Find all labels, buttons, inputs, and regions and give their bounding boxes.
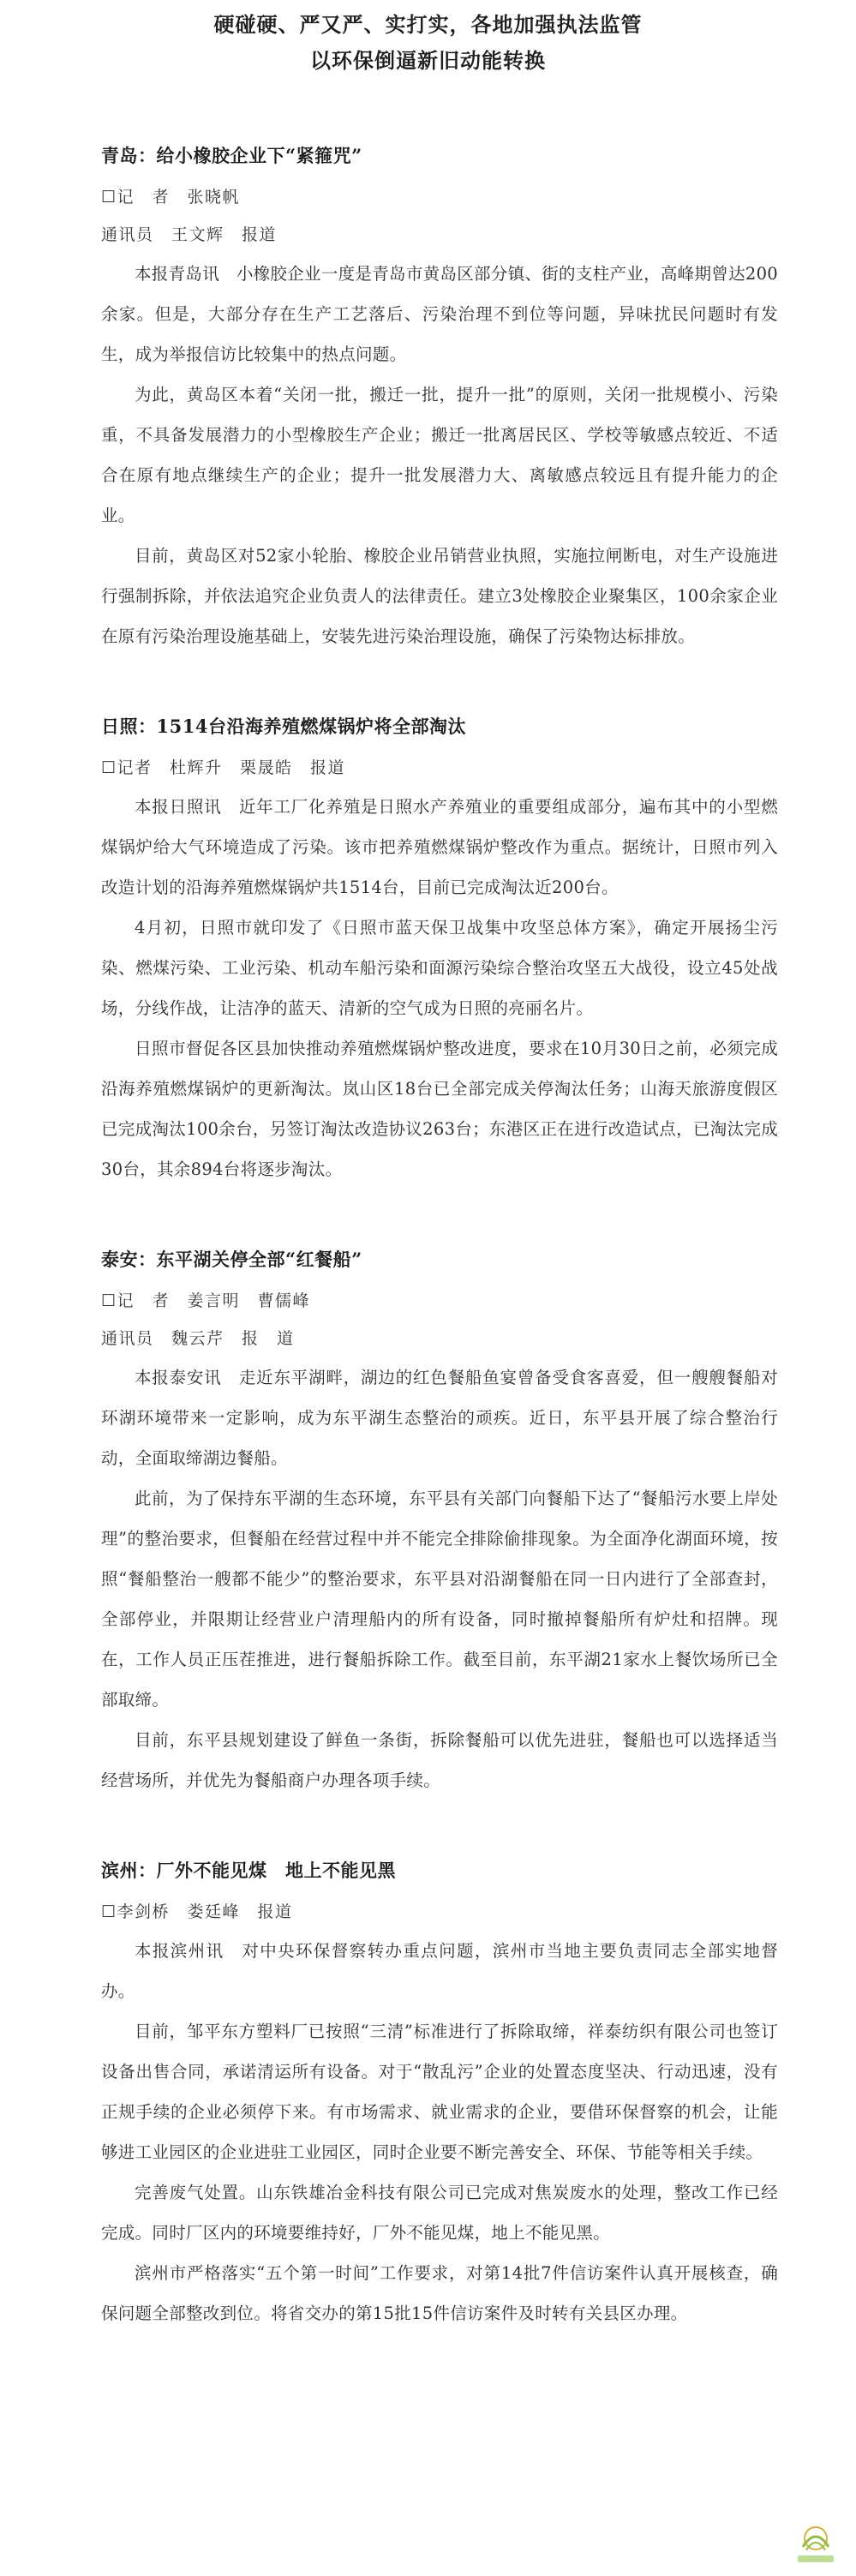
- byline-line: ☐李剑桥 娄廷峰 报道: [101, 1902, 293, 1921]
- byline-line: ☐记 者 姜言明 曹儒峰: [101, 1291, 311, 1310]
- byline-line: ☐记 者 张晓帆: [101, 188, 241, 207]
- article-title: 日照：1514台沿海养殖燃煤锅炉将全部淘汰: [101, 716, 466, 737]
- byline-line: ☐记者 杜辉升 栗晟皓 报道: [101, 758, 346, 777]
- article-paragraph: 日照市督促各区县加快推动养殖燃煤锅炉整改进度，要求在10月30日之前，必须完成沿海养殖燃煤锅炉的更新淘汰。岚山区18台已全部完成关停淘汰任务；山海天旅游度假区已完成淘汰100余台，另签订淘汰改造协议263台；东港区正在进行改造试点，已淘汰完成30台，其余894台将逐步淘汰。: [101, 1039, 778, 1179]
- article-paragraph: 本报泰安讯 走近东平湖畔，湖边的红色餐船鱼宴曾备受食客喜爱，但一艘艘餐船对环湖环境带来一定影响，成为东平湖生态整治的顽疾。近日，东平县开展了综合整治行动，全面取缔湖边餐船。: [101, 1368, 778, 1468]
- article-paragraph: 此前，为了保持东平湖的生态环境，东平县有关部门向餐船下达了“餐船污水要上岸处理”的整治要求，但餐船在经营过程中并不能完全排除偷排现象。为全面净化湖面环境，按照“餐船整治一艘都不能少”的整治要求，东平县对沿湖餐船在同一日内进行了全部查封，全部停业，并限期让经营业户清理船内的所有设备，同时撤掉餐船所有炉灶和招牌。现在，工作人员正压茬推进，进行餐船拆除工作。截至目前，东平湖21家水上餐饮场所已全部取缔。: [101, 1489, 778, 1710]
- newspaper-logo-icon: [791, 2518, 841, 2567]
- article-paragraph: 本报青岛讯 小橡胶企业一度是青岛市黄岛区部分镇、街的支柱产业，高峰期曾达200余家。但是，大部分存在生产工艺落后、污染治理不到位等问题，异味扰民问题时有发生，成为举报信访比较集中的热点问题。: [101, 264, 778, 364]
- article-title: 滨州：厂外不能见煤 地上不能见黑: [101, 1860, 396, 1881]
- article-paragraph: 目前，黄岛区对52家小轮胎、橡胶企业吊销营业执照，实施拉闸断电，对生产设施进行强制拆除，并依法追究企业负责人的法律责任。建立3处橡胶企业聚集区，100余家企业在原有污染治理设施基础上，安装先进污染治理设施，确保了污染物达标排放。: [101, 546, 778, 646]
- article-paragraph: 为此，黄岛区本着“关闭一批，搬迁一批，提升一批”的原则，关闭一批规模小、污染重，不具备发展潜力的小型橡胶生产企业；搬迁一批离居民区、学校等敏感点较近、不适合在原有地点继续生产的企业；提升一批发展潜力大、离敏感点较远且有提升能力的企业。: [101, 385, 778, 525]
- article-byline: [101, 1282, 778, 1357]
- byline-line: 通讯员 魏云芹 报 道: [101, 1329, 295, 1348]
- article-paragraph: 完善废气处置。山东铁雄冶金科技有限公司已完成对焦炭废水的处理，整改工作已经完成。同时厂区内的环境要维持好，厂外不能见煤，地上不能见黑。: [101, 2183, 778, 2243]
- article-title: 泰安：东平湖关停全部“红餐船”: [101, 1249, 362, 1270]
- article-binzhou: [101, 1854, 778, 2333]
- article-paragraph: 滨州市严格落实“五个第一时间”工作要求，对第14批7件信访案件认真开展核查，确保问题全部整改到位。将省交办的第15批15件信访案件及时转有关县区办理。: [101, 2263, 778, 2323]
- article-qingdao: [101, 139, 778, 656]
- article-paragraph: 本报滨州讯 对中央环保督察转办重点问题，滨州市当地主要负责同志全部实地督办。: [101, 1941, 778, 2001]
- article-paragraph: 本报日照讯 近年工厂化养殖是日照水产养殖业的重要组成部分，遍布其中的小型燃煤锅炉给大气环境造成了污染。该市把养殖燃煤锅炉整改作为重点。据统计，日照市列入改造计划的沿海养殖燃煤锅炉共1514台，目前已完成淘汰近200台。: [101, 797, 778, 897]
- page-subtitle: 以环保倒逼新旧动能转换: [310, 48, 546, 73]
- byline-line: 通讯员 王文辉 报道: [101, 225, 278, 244]
- page-title: 硬碰硬、严又严、实打实，各地加强执法监管: [213, 12, 643, 37]
- article-paragraph: 4月初，日照市就印发了《日照市蓝天保卫战集中攻坚总体方案》，确定开展扬尘污染、燃煤污染、工业污染、机动车船污染和面源污染综合整治攻坚五大战役，设立45处战场，分线作战，让洁净的蓝天、清新的空气成为日照的亮丽名片。: [101, 918, 778, 1018]
- article-title: 青岛：给小橡胶企业下“紧箍咒”: [101, 145, 362, 166]
- article-byline: [101, 749, 778, 787]
- article-taian: [101, 1243, 778, 1800]
- article-paragraph: 目前，东平县规划建设了鲜鱼一条街，拆除餐船可以优先进驻，餐船也可以选择适当经营场所，并优先为餐船商户办理各项手续。: [101, 1730, 778, 1790]
- article-byline: [101, 178, 778, 254]
- article-paragraph: 目前，邹平东方塑料厂已按照“三清”标准进行了拆除取缔，祥泰纺织有限公司也签订设备出售合同，承诺清运所有设备。对于“散乱污”企业的处置态度坚决、行动迅速，没有正规手续的企业必须停下来。有市场需求、就业需求的企业，要借环保督察的机会，让能够进工业园区的企业进驻工业园区，同时企业要不断完善安全、环保、节能等相关手续。: [101, 2022, 778, 2162]
- article-byline: [101, 1893, 778, 1931]
- article-rizhao: [101, 710, 778, 1189]
